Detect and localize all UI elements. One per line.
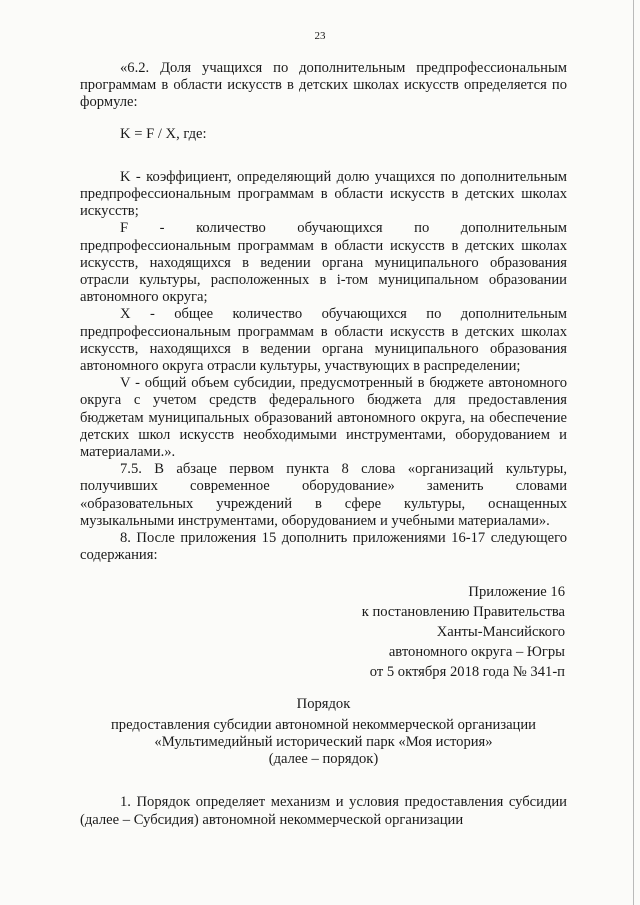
heading-title: Порядок <box>296 696 351 713</box>
definition-x: X - общее количество обучающихся по дополнительным предпрофессиональным программам в области искусств в детских школах искусств, находящихся в ведении органа муниципального образования автономного округа отрасли культуры, участвующих в распределении; <box>80 306 567 375</box>
appendix-line: Ханты-Мансийского <box>436 624 565 641</box>
page-edge-shadow <box>633 0 634 905</box>
section-heading <box>80 696 567 768</box>
definition-f: F - количество обучающихся по дополнительным предпрофессиональным программам в области искусств в детских школах искусств, находящихся в ведении органа муниципального образования отрасли культуры, расположенных в i-том муниципальном образовании автономного округа; <box>80 220 567 306</box>
appendix-header <box>80 582 567 682</box>
definition-v: V - общий объем субсидии, предусмотренный в бюджете автономного округа с учетом средств федерального бюджета для предоставления бюджетам муниципальных образований автономного округа, на обеспечение детских школ искусств необходимыми инструментами, оборудованием и материалами.». <box>80 375 567 461</box>
appendix-line: Приложение 16 <box>468 584 565 601</box>
definition-k: K - коэффициент, определяющий долю учащихся по дополнительным предпрофессиональным программам в области искусств в детских школах искусств; <box>80 168 567 220</box>
formula: K = F / X, где: <box>120 125 207 142</box>
page-number: 23 <box>314 30 326 42</box>
document-body <box>80 60 567 829</box>
paragraph-6-2: «6.2. Доля учащихся по дополнительным предпрофессиональным программам в области искусств в детских школах искусств определяется по формуле: <box>80 60 567 111</box>
appendix-line: к постановлению Правительства <box>361 604 565 621</box>
heading-line: «Мультимедийный исторический парк «Моя история» <box>154 734 493 751</box>
paragraph-7-5: 7.5. В абзаце первом пункта 8 слова «организаций культуры, получивших современное оборудование» заменить словами «образовательных учреждений в сфере культуры, оснащенных музыкальными инструментами, оборудованием и учебными материалами». <box>80 461 567 529</box>
heading-line: предоставления субсидии автономной некоммерческой организации <box>111 717 536 734</box>
paragraph-8: 8. После приложения 15 дополнить приложениями 16-17 следующего содержания: <box>80 530 567 564</box>
paragraph-order-1: 1. Порядок определяет механизм и условия предоставления субсидии (далее – Субсидия) автономной некоммерческой организации <box>80 794 567 828</box>
appendix-line: автономного округа – Югры <box>388 644 565 661</box>
heading-line: (далее – порядок) <box>268 751 379 768</box>
appendix-line: от 5 октября 2018 года № 341-п <box>369 664 565 681</box>
